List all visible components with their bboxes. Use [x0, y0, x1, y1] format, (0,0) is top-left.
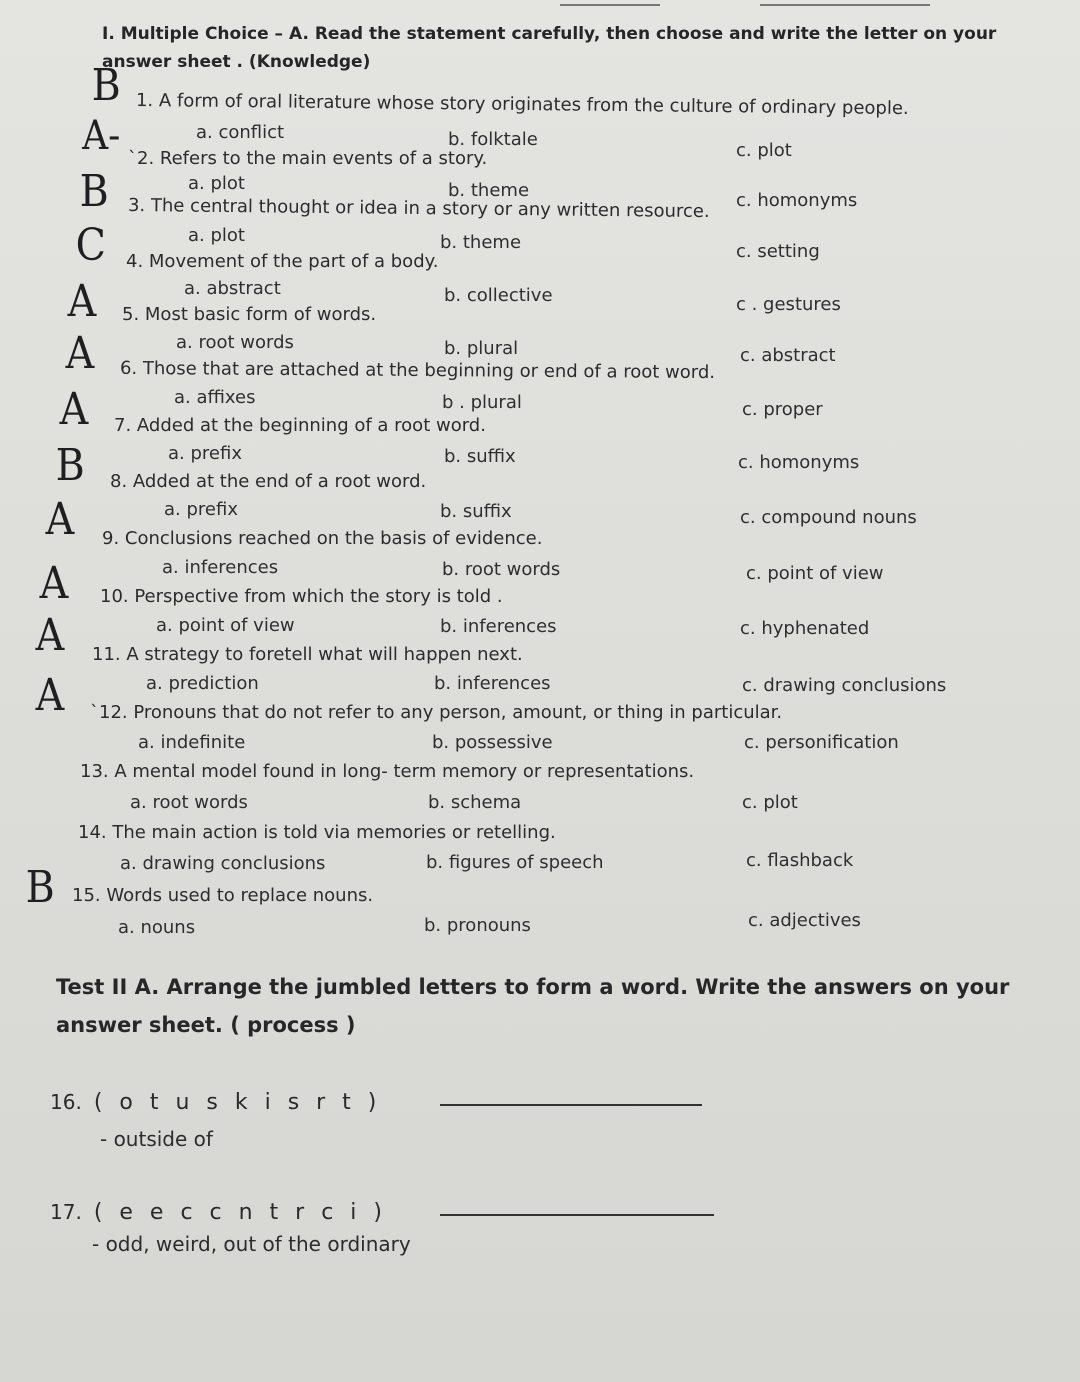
question-2-option-c: c. homonyms: [736, 190, 858, 211]
question-14-option-b: b. figures of speech: [426, 852, 604, 873]
question-6-option-c: c. proper: [742, 399, 823, 420]
jumbled-item-17: [50, 1200, 387, 1225]
question-13: 13. A mental model found in long- term memory or representations.: [80, 761, 695, 782]
question-4: 4. Movement of the part of a body.: [126, 251, 439, 272]
jumbled-item-17-letters: ( e e c c n t r c i ): [93, 1200, 387, 1225]
handwritten-answer-15: B: [25, 862, 55, 913]
question-6-option-a: a. affixes: [174, 387, 256, 408]
handwritten-answer-4: C: [75, 220, 106, 271]
question-2-option-a: a. plot: [188, 173, 245, 194]
question-13-option-a: a. root words: [130, 792, 248, 813]
question-3-option-b: b. theme: [440, 232, 522, 253]
question-7: 7. Added at the beginning of a root word.: [114, 415, 486, 436]
question-10: 10. Perspective from which the story is told .: [100, 586, 503, 607]
question-1-option-b: b. folktale: [448, 129, 538, 150]
question-11-option-a: a. prediction: [146, 673, 259, 694]
handwritten-answer-8: B: [55, 440, 85, 491]
question-4-option-a: a. abstract: [184, 278, 281, 299]
question-15-option-b: b. pronouns: [424, 915, 531, 936]
question-7-option-b: b. suffix: [444, 446, 516, 467]
question-5-option-a: a. root words: [176, 332, 294, 353]
question-5: 5. Most basic form of words.: [122, 304, 377, 325]
question-14: 14. The main action is told via memories or retelling.: [78, 822, 556, 843]
question-15: 15. Words used to replace nouns.: [72, 885, 374, 906]
jumbled-item-16-letters: ( o t u s k i s r t ): [93, 1090, 382, 1115]
question-6-option-b: b . plural: [442, 392, 522, 413]
question-4-option-b: b. collective: [444, 285, 553, 306]
handwritten-answer-10: A: [39, 558, 69, 609]
handwritten-answer-1: B: [91, 60, 121, 111]
handwritten-answer-11: A: [35, 610, 65, 661]
handwritten-answer-9: A: [45, 494, 75, 545]
question-10-option-a: a. point of view: [156, 615, 295, 636]
handwritten-answer-12: A: [35, 670, 65, 721]
top-rule-right: [760, 4, 930, 6]
question-5-option-b: b. plural: [444, 338, 519, 359]
question-13-option-c: c. plot: [742, 792, 798, 813]
question-12-option-a: a. indefinite: [138, 732, 246, 753]
question-12-option-c: c. personification: [744, 732, 899, 753]
question-5-option-c: c. abstract: [740, 345, 836, 366]
question-15-option-a: a. nouns: [118, 917, 196, 938]
handwritten-answer-6: A: [65, 328, 95, 379]
question-8-option-a: a. prefix: [164, 499, 238, 520]
answer-blank-17[interactable]: [440, 1214, 714, 1216]
question-11-option-c: c. drawing conclusions: [742, 675, 947, 696]
question-7-option-a: a. prefix: [168, 443, 242, 464]
question-14-option-c: c. flashback: [746, 850, 854, 871]
question-6: 6. Those that are attached at the beginning or end of a root word.: [119, 357, 716, 384]
jumbled-item-16: [50, 1090, 381, 1115]
test-ii-instructions-text: Test II A. Arrange the jumbled letters to form a word. Write the answers on your answer sheet. ( process ): [56, 975, 1010, 1037]
question-8-option-b: b. suffix: [440, 501, 512, 522]
question-9-option-c: c. point of view: [746, 563, 884, 584]
question-9-option-a: a. inferences: [162, 557, 279, 578]
section-header: [102, 20, 1002, 76]
question-9: 9. Conclusions reached on the basis of evidence.: [102, 528, 543, 549]
question-3: 3. The central thought or idea in a story or any written resource.: [127, 194, 710, 223]
handwritten-answer-5: A: [67, 276, 97, 327]
question-1-option-c: c. plot: [736, 140, 792, 161]
jumbled-item-17-hint: - odd, weird, out of the ordinary: [92, 1232, 411, 1256]
question-1-option-a: a. conflict: [196, 122, 285, 143]
top-rule-left: [560, 4, 660, 6]
jumbled-item-16-number: 16.: [50, 1090, 82, 1114]
question-7-option-c: c. homonyms: [738, 452, 860, 473]
jumbled-item-17-number: 17.: [50, 1200, 82, 1224]
question-9-option-b: b. root words: [442, 559, 561, 580]
section-header-text: I. Multiple Choice – A. Read the statement carefully, then choose and write the letter on your answer sheet . (Knowledge): [102, 24, 997, 72]
question-13-option-b: b. schema: [428, 792, 522, 813]
handwritten-answer-7: A: [59, 384, 89, 435]
question-11: 11. A strategy to foretell what will happen next.: [92, 644, 523, 665]
handwritten-answer-2: A-: [82, 113, 121, 159]
test-ii-instructions: [56, 968, 1056, 1044]
answer-blank-16[interactable]: [440, 1104, 702, 1106]
question-10-option-b: b. inferences: [440, 616, 557, 637]
question-8-option-c: c. compound nouns: [740, 507, 917, 528]
question-2-option-b: b. theme: [448, 180, 530, 201]
question-12-option-b: b. possessive: [432, 732, 553, 753]
question-15-option-c: c. adjectives: [748, 910, 861, 931]
question-8: 8. Added at the end of a root word.: [110, 471, 427, 492]
question-14-option-a: a. drawing conclusions: [120, 853, 326, 874]
jumbled-item-16-hint: - outside of: [100, 1127, 213, 1151]
question-1: 1. A form of oral literature whose story originates from the culture of ordinary people.: [135, 89, 909, 120]
question-11-option-b: b. inferences: [434, 673, 551, 694]
question-3-option-a: a. plot: [188, 225, 245, 246]
handwritten-answer-3: B: [79, 166, 109, 217]
question-10-option-c: c. hyphenated: [740, 618, 870, 639]
question-3-option-c: c. setting: [736, 241, 820, 262]
question-4-option-c: c . gestures: [736, 294, 841, 315]
question-2: `2. Refers to the main events of a story.: [128, 148, 488, 169]
question-12: `12. Pronouns that do not refer to any person, amount, or thing in particular.: [90, 702, 783, 723]
